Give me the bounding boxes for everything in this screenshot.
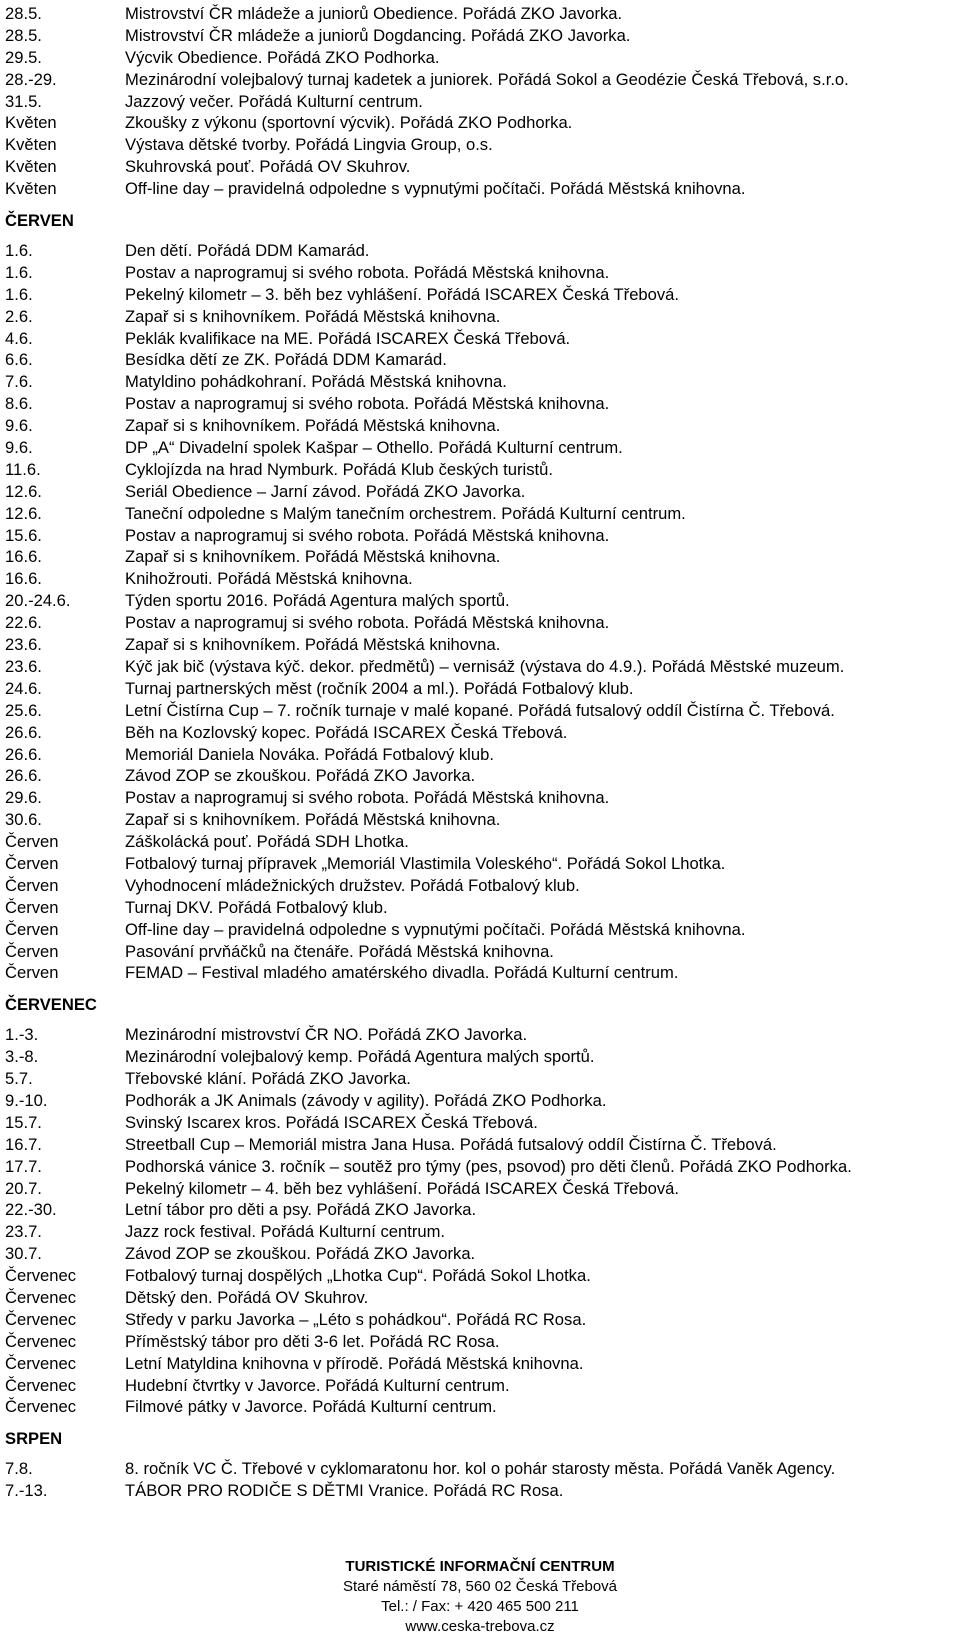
- event-row: [5, 156, 955, 178]
- event-description: Matyldino pohádkohraní. Pořádá Městská knihovna.: [125, 372, 507, 392]
- event-row: [5, 1178, 955, 1200]
- event-row: [5, 240, 955, 262]
- event-description: Jazzový večer. Pořádá Kulturní centrum.: [125, 91, 423, 111]
- event-description: Letní Čistírna Cup – 7. ročník turnaje v malé kopané. Pořádá futsalový oddíl Čistírna Č. Třebová.: [125, 700, 835, 720]
- footer-web: www.ceska-trebova.cz: [405, 1618, 555, 1635]
- event-row: [5, 546, 955, 568]
- event-date: 23.6.: [5, 635, 42, 655]
- event-description: Postav a naprogramuj si svého robota. Pořádá Městská knihovna.: [125, 613, 610, 633]
- event-row: [5, 1331, 955, 1353]
- event-row: [5, 1221, 955, 1243]
- event-date: 6.6.: [5, 350, 33, 370]
- event-description: Mistrovství ČR mládeže a juniorů Dogdancing. Pořádá ZKO Javorka.: [125, 25, 631, 45]
- event-description: Cyklojízda na hrad Nymburk. Pořádá Klub českých turistů.: [125, 459, 553, 479]
- event-row: [5, 809, 955, 831]
- event-row: [5, 1243, 955, 1265]
- event-description: Dětský den. Pořádá OV Skuhrov.: [125, 1287, 369, 1307]
- event-row: [5, 1353, 955, 1375]
- event-row: [5, 875, 955, 897]
- event-date: 17.7.: [5, 1156, 42, 1176]
- event-description: Postav a naprogramuj si svého robota. Pořádá Městská knihovna.: [125, 525, 610, 545]
- event-date: 11.6.: [5, 459, 41, 479]
- event-description: Mistrovství ČR mládeže a juniorů Obedience. Pořádá ZKO Javorka.: [125, 4, 623, 23]
- event-row: [5, 1112, 955, 1134]
- event-row: [5, 349, 955, 371]
- event-date: 9.6.: [5, 438, 33, 458]
- event-row: [5, 25, 955, 47]
- event-description: Mezinárodní volejbalový kemp. Pořádá Agentura malých sportů.: [125, 1047, 595, 1067]
- event-row: [5, 787, 955, 809]
- event-row: [5, 722, 955, 744]
- event-description: Besídka dětí ze ZK. Pořádá DDM Kamarád.: [125, 350, 447, 370]
- event-date: 29.6.: [5, 788, 42, 808]
- event-row: [5, 47, 955, 69]
- event-date: 25.6.: [5, 700, 42, 720]
- event-date: Červenec: [5, 1397, 77, 1417]
- event-row: [5, 1046, 955, 1068]
- event-date: 26.6.: [5, 744, 42, 764]
- event-description: Výcvik Obedience. Pořádá ZKO Podhorka.: [125, 47, 440, 67]
- event-date: Červen: [5, 963, 59, 983]
- event-description: Mezinárodní mistrovství ČR NO. Pořádá ZKO Javorka.: [125, 1025, 528, 1045]
- event-description: Off-line day – pravidelná odpoledne s vypnutými počítači. Pořádá Městská knihovna.: [125, 179, 746, 199]
- event-row: [5, 437, 955, 459]
- event-date: 12.6.: [5, 503, 42, 523]
- event-date: 7.8.: [5, 1459, 33, 1479]
- event-date: 28.5.: [5, 25, 42, 45]
- event-row: [5, 371, 955, 393]
- event-description: Podhorská vánice 3. ročník – soutěž pro týmy (pes, psovod) pro děti členů. Pořádá ZKO Podhorka.: [125, 1156, 852, 1176]
- event-row: [5, 612, 955, 634]
- event-date: 26.6.: [5, 766, 42, 786]
- event-date: Červen: [5, 941, 59, 961]
- event-date: 1.6.: [5, 241, 33, 261]
- event-description: Mezinárodní volejbalový turnaj kadetek a juniorek. Pořádá Sokol a Geodézie Česká Třebová, s.r.o.: [125, 69, 849, 89]
- event-date: Červenec: [5, 1287, 77, 1307]
- event-description: Zapař si s knihovníkem. Pořádá Městská knihovna.: [125, 810, 501, 830]
- event-row: [5, 656, 955, 678]
- event-date: 20.-24.6.: [5, 591, 71, 611]
- event-row: [5, 459, 955, 481]
- event-date: 1.-3.: [5, 1025, 39, 1045]
- event-row: [5, 765, 955, 787]
- event-description: Memoriál Daniela Nováka. Pořádá Fotbalový klub.: [125, 744, 494, 764]
- event-date: 29.5.: [5, 47, 42, 67]
- event-row: [5, 91, 955, 113]
- event-row: [5, 941, 955, 963]
- event-row: [5, 568, 955, 590]
- footer-phone: Tel.: / Fax: + 420 465 500 211: [381, 1598, 579, 1615]
- event-description: Turnaj partnerských měst (ročník 2004 a ml.). Pořádá Fotbalový klub.: [125, 678, 634, 698]
- event-date: 5.7.: [5, 1069, 33, 1089]
- event-description: Příměstský tábor pro děti 3-6 let. Pořádá RC Rosa.: [125, 1331, 500, 1351]
- event-date: 12.6.: [5, 481, 42, 501]
- event-date: Červenec: [5, 1375, 77, 1395]
- event-description: Zapař si s knihovníkem. Pořádá Městská knihovna.: [125, 635, 501, 655]
- event-date: 7.-13.: [5, 1481, 48, 1501]
- event-description: Podhorák a JK Animals (závody v agility). Pořádá ZKO Podhorka.: [125, 1090, 607, 1110]
- event-date: 3.-8.: [5, 1047, 39, 1067]
- event-date: 22.6.: [5, 613, 42, 633]
- event-row: [5, 3, 955, 25]
- event-description: Letní tábor pro děti a psy. Pořádá ZKO Javorka.: [125, 1200, 477, 1220]
- footer-address: Staré náměstí 78, 560 02 Česká Třebová: [342, 1578, 618, 1595]
- event-row: [5, 1090, 955, 1112]
- event-row: [5, 1309, 955, 1331]
- event-date: 15.7.: [5, 1112, 42, 1132]
- event-date: 28.-29.: [5, 69, 57, 89]
- event-row: [5, 1375, 955, 1397]
- event-row: [5, 897, 955, 919]
- event-row: [5, 1265, 955, 1287]
- event-row: [5, 1480, 955, 1502]
- event-description: Hudební čtvrtky v Javorce. Pořádá Kulturní centrum.: [125, 1375, 510, 1395]
- month-heading: SRPEN: [5, 1429, 63, 1449]
- event-description: Taneční odpoledne s Malým tanečním orchestrem. Pořádá Kulturní centrum.: [125, 503, 686, 523]
- event-description: 8. ročník VC Č. Třebové v cyklomaratonu hor. kol o pohár starosty města. Pořádá Vaněk Agency.: [125, 1459, 836, 1479]
- event-date: Červenec: [5, 1353, 77, 1373]
- event-description: Fotbalový turnaj přípravek „Memoriál Vlastimila Voleského“. Pořádá Sokol Lhotka.: [125, 853, 726, 873]
- event-row: [5, 503, 955, 525]
- event-description: Streetball Cup – Memoriál mistra Jana Husa. Pořádá futsalový oddíl Čistírna Č. Třebová.: [125, 1134, 777, 1154]
- event-description: Středy v parku Javorka – „Léto s pohádkou“. Pořádá RC Rosa.: [125, 1309, 587, 1329]
- event-date: 26.6.: [5, 722, 42, 742]
- event-row: [5, 634, 955, 656]
- event-description: Seriál Obedience – Jarní závod. Pořádá ZKO Javorka.: [125, 481, 526, 501]
- event-date: Červen: [5, 897, 59, 917]
- event-date: 16.6.: [5, 547, 42, 567]
- event-date: Červen: [5, 853, 59, 873]
- event-date: 22.-30.: [5, 1200, 57, 1220]
- event-date: Červenec: [5, 1331, 77, 1351]
- event-row: [5, 919, 955, 941]
- event-description: Peklák kvalifikace na ME. Pořádá ISCAREX Česká Třebová.: [125, 328, 571, 348]
- event-description: Fotbalový turnaj dospělých „Lhotka Cup“. Pořádá Sokol Lhotka.: [125, 1266, 591, 1286]
- event-date: 28.5.: [5, 4, 42, 23]
- event-description: Výstava dětské tvorby. Pořádá Lingvia Group, o.s.: [125, 135, 493, 155]
- event-date: 30.6.: [5, 810, 42, 830]
- event-date: Květen: [5, 179, 57, 199]
- event-description: Závod ZOP se zkouškou. Pořádá ZKO Javorka.: [125, 766, 476, 786]
- event-row: [5, 1024, 955, 1046]
- event-row: [5, 112, 955, 134]
- event-description: Letní Matyldina knihovna v přírodě. Pořádá Městská knihovna.: [125, 1353, 584, 1373]
- event-description: Jazz rock festival. Pořádá Kulturní centrum.: [125, 1222, 446, 1242]
- event-row: [5, 134, 955, 156]
- event-description: Turnaj DKV. Pořádá Fotbalový klub.: [125, 897, 388, 917]
- event-row: [5, 284, 955, 306]
- event-date: 23.6.: [5, 656, 42, 676]
- event-row: [5, 1156, 955, 1178]
- event-description: Zapař si s knihovníkem. Pořádá Městská knihovna.: [125, 306, 501, 326]
- month-heading: ČERVENEC: [5, 995, 97, 1015]
- event-description: Závod ZOP se zkouškou. Pořádá ZKO Javorka.: [125, 1244, 476, 1264]
- footer: [0, 1557, 960, 1637]
- event-description: Kýč jak bič (výstava kýč. dekor. předmětů) – vernisáž (výstava do 4.9.). Pořádá Městské muzeum.: [125, 656, 845, 676]
- event-date: 8.6.: [5, 394, 33, 414]
- month-heading: ČERVEN: [5, 211, 74, 231]
- event-description: Den dětí. Pořádá DDM Kamarád.: [125, 241, 370, 261]
- event-date: 24.6.: [5, 678, 42, 698]
- event-row: [5, 744, 955, 766]
- event-row: [5, 525, 955, 547]
- event-row: [5, 831, 955, 853]
- event-date: 23.7.: [5, 1222, 42, 1242]
- event-description: Knihožrouti. Pořádá Městská knihovna.: [125, 569, 413, 589]
- event-calendar: [5, 3, 955, 1502]
- event-description: Postav a naprogramuj si svého robota. Pořádá Městská knihovna.: [125, 262, 610, 282]
- event-date: Červenec: [5, 1266, 77, 1286]
- event-row: [5, 481, 955, 503]
- event-date: 1.6.: [5, 284, 33, 304]
- event-description: Záškolácká pouť. Pořádá SDH Lhotka.: [125, 832, 409, 852]
- event-description: Pekelný kilometr – 4. běh bez vyhlášení. Pořádá ISCAREX Česká Třebová.: [125, 1178, 680, 1198]
- event-row: [5, 328, 955, 350]
- event-row: [5, 590, 955, 612]
- event-row: [5, 1068, 955, 1090]
- event-description: FEMAD – Festival mladého amatérského divadla. Pořádá Kulturní centrum.: [125, 963, 679, 983]
- event-date: 16.7.: [5, 1134, 42, 1154]
- event-row: [5, 1134, 955, 1156]
- event-date: 31.5.: [5, 91, 42, 111]
- event-description: Skuhrovská pouť. Pořádá OV Skuhrov.: [125, 157, 411, 177]
- event-date: 20.7.: [5, 1178, 42, 1198]
- event-description: Běh na Kozlovský kopec. Pořádá ISCAREX Česká Třebová.: [125, 722, 568, 742]
- event-date: 16.6.: [5, 569, 42, 589]
- event-date: Červen: [5, 919, 59, 939]
- event-date: 7.6.: [5, 372, 33, 392]
- event-row: [5, 1199, 955, 1221]
- event-description: Zapař si s knihovníkem. Pořádá Městská knihovna.: [125, 416, 501, 436]
- event-row: [5, 962, 955, 984]
- event-date: Květen: [5, 135, 57, 155]
- event-row: [5, 262, 955, 284]
- event-description: TÁBOR PRO RODIČE S DĚTMI Vranice. Pořádá RC Rosa.: [125, 1481, 564, 1501]
- event-description: Zkoušky z výkonu (sportovní výcvik). Pořádá ZKO Podhorka.: [125, 113, 573, 133]
- event-description: Off-line day – pravidelná odpoledne s vypnutými počítači. Pořádá Městská knihovna.: [125, 919, 746, 939]
- event-row: [5, 1287, 955, 1309]
- event-date: Červen: [5, 875, 59, 895]
- event-description: Filmové pátky v Javorce. Pořádá Kulturní centrum.: [125, 1397, 497, 1417]
- event-description: Pekelný kilometr – 3. běh bez vyhlášení. Pořádá ISCAREX Česká Třebová.: [125, 284, 680, 304]
- event-description: Týden sportu 2016. Pořádá Agentura malých sportů.: [125, 591, 510, 611]
- event-date: 30.7.: [5, 1244, 42, 1264]
- event-row: [5, 853, 955, 875]
- event-row: [5, 306, 955, 328]
- event-description: Vyhodnocení mládežnických družstev. Pořádá Fotbalový klub.: [125, 875, 580, 895]
- event-row: [5, 178, 955, 200]
- event-description: Postav a naprogramuj si svého robota. Pořádá Městská knihovna.: [125, 394, 610, 414]
- event-row: [5, 1396, 955, 1418]
- event-date: 1.6.: [5, 262, 33, 282]
- event-date: 2.6.: [5, 306, 33, 326]
- event-date: Květen: [5, 157, 57, 177]
- event-description: Svinský Iscarex kros. Pořádá ISCAREX Česká Třebová.: [125, 1112, 538, 1132]
- event-date: 9.-10.: [5, 1090, 48, 1110]
- event-description: Pasování prvňáčků na čtenáře. Pořádá Městská knihovna.: [125, 941, 554, 961]
- event-row: [5, 393, 955, 415]
- event-row: [5, 415, 955, 437]
- event-description: Třebovské klání. Pořádá ZKO Javorka.: [125, 1069, 411, 1089]
- event-date: 4.6.: [5, 328, 33, 348]
- event-row: [5, 1458, 955, 1480]
- event-date: Červenec: [5, 1309, 77, 1329]
- event-date: 9.6.: [5, 416, 33, 436]
- event-date: Červen: [5, 832, 59, 852]
- event-date: Květen: [5, 113, 57, 133]
- event-row: [5, 700, 955, 722]
- event-description: Postav a naprogramuj si svého robota. Pořádá Městská knihovna.: [125, 788, 610, 808]
- event-row: [5, 678, 955, 700]
- event-row: [5, 69, 955, 91]
- event-description: DP „A“ Divadelní spolek Kašpar – Othello. Pořádá Kulturní centrum.: [125, 438, 623, 458]
- footer-organization: TURISTICKÉ INFORMAČNÍ CENTRUM: [345, 1558, 615, 1575]
- event-description: Zapař si s knihovníkem. Pořádá Městská knihovna.: [125, 547, 501, 567]
- event-date: 15.6.: [5, 525, 42, 545]
